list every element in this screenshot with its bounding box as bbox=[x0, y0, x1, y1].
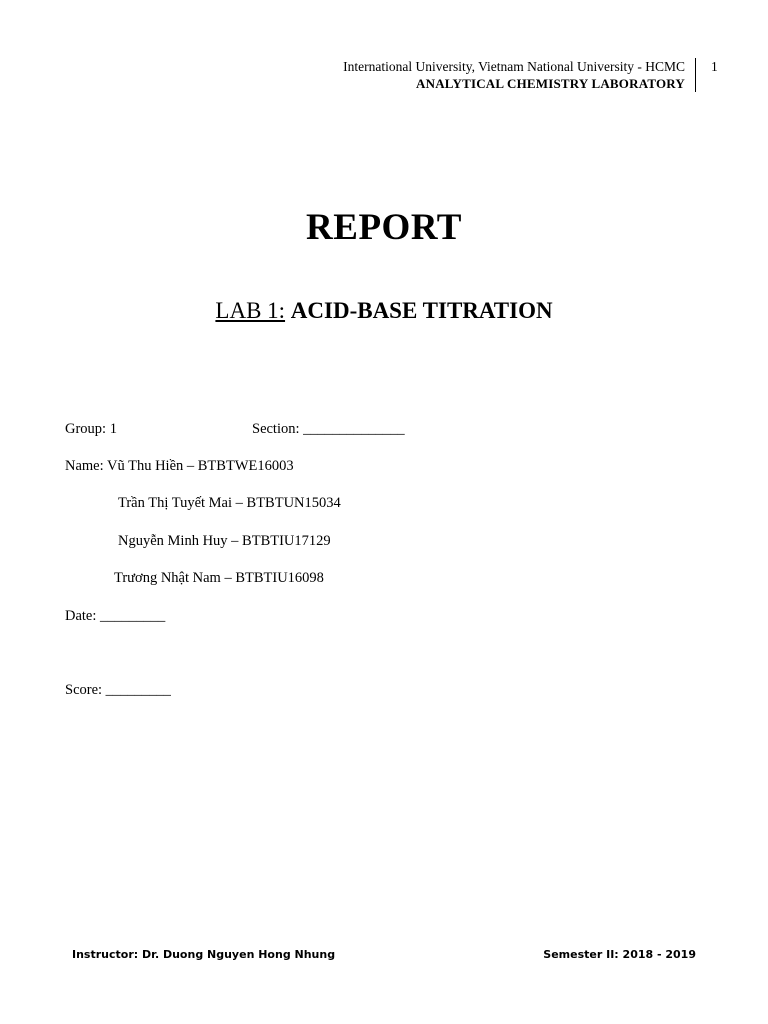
member-name-3: Nguyễn Minh Huy – BTBTIU17129 bbox=[118, 533, 331, 549]
date-field: Date: _________ bbox=[65, 608, 166, 624]
header-lab-name: ANALYTICAL CHEMISTRY LABORATORY bbox=[416, 76, 685, 91]
member-name-2: Trần Thị Tuyết Mai – BTBTUN15034 bbox=[118, 495, 341, 511]
footer-instructor: Instructor: Dr. Duong Nguyen Hong Nhung bbox=[72, 948, 336, 961]
header-organization: International University, Vietnam National University - HCMC bbox=[343, 59, 685, 74]
report-title: REPORT bbox=[306, 207, 462, 248]
member-name-4: Trương Nhật Nam – BTBTIU16098 bbox=[114, 570, 324, 586]
lab-title bbox=[0, 298, 768, 324]
page-number: 1 bbox=[711, 59, 718, 74]
group-field: Group: 1 bbox=[65, 421, 117, 437]
section-field: Section: ______________ bbox=[252, 421, 405, 437]
score-field: Score: _________ bbox=[65, 682, 171, 698]
lab-prefix: LAB 1: bbox=[215, 298, 286, 323]
lab-name: ACID-BASE TITRATION bbox=[290, 298, 553, 323]
member-name-1: Name: Vũ Thu Hiền – BTBTWE16003 bbox=[65, 458, 294, 474]
page-header bbox=[343, 58, 696, 92]
footer-semester: Semester II: 2018 - 2019 bbox=[543, 948, 696, 961]
